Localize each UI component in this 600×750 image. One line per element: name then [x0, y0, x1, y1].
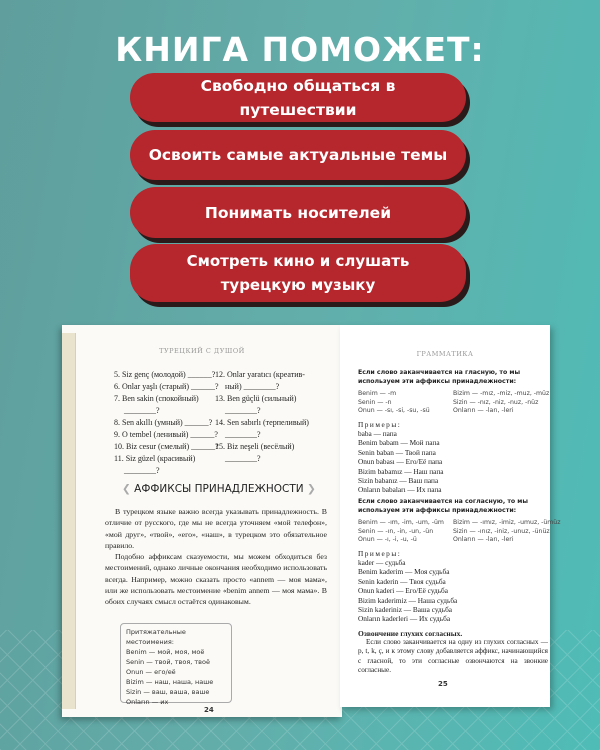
example: Benim babam — Мой папа [358, 438, 440, 448]
affix: Sizin — -ınız, -iniz, -unuz, -ünüz [453, 527, 550, 535]
exercise: ный) ________? [225, 382, 280, 391]
box-line: Benim — мой, моя, моё [126, 648, 205, 656]
box-line: Sizin — ваш, ваша, ваше [126, 688, 210, 696]
example: Benim kaderim — Моя судьба [358, 567, 450, 577]
example: baba — папа [358, 428, 397, 438]
affix: Onun — -sı, -si, -su, -sü [358, 407, 430, 414]
benefit-pill-4: Смотреть кино и слушать турецкую музыку [130, 244, 466, 302]
example: kader — судьба [358, 557, 406, 567]
affix: Senin — -ın, -in, -un, -ün [358, 527, 434, 535]
box-line: Senin — твой, твоя, твоё [126, 658, 210, 666]
example: Onun babası — Его/Её папа [358, 457, 443, 467]
exercise: 5. Siz genç (молодой) ______? [114, 370, 216, 379]
page-header: ГРАММАТИКА [416, 350, 474, 358]
paragraph-1: В турецком языке важно всегда указывать принадлежность. В отличие от русского, где мы не всегда уточняем «мой телефон», «мой друг», «твой», «его», «наш», в турецком это обязательное правило. [105, 507, 327, 550]
rule-text: Если слово заканчивается на гласную, то мы используем эти аффиксы принадлежности: [358, 369, 521, 385]
ornament-right-icon: ❯ [303, 483, 316, 495]
affix: Benim — -ım, -im, -um, -üm [358, 519, 444, 526]
exercise: ________? [124, 466, 160, 475]
example: Sizin babanız — Ваш папа [358, 475, 439, 485]
exercises-col1 [114, 369, 219, 477]
exercise: 8. Sen akıllı (умный) ______? [114, 418, 213, 427]
affix: Sizin — -nız, -niz, -nuz, -nüz [453, 398, 539, 406]
exercise: 15. Biz neşeli (весёлый) [215, 442, 295, 451]
page-number: 25 [438, 680, 448, 688]
exercise: 7. Ben sakin (спокойный) [114, 394, 199, 403]
affix: Benim — -m [358, 390, 397, 397]
examples-label: Примеры: [358, 419, 402, 429]
example: Onların kaderleri — Их судьба [358, 614, 451, 624]
example: Onun kaderi — Его/Её судьба [358, 586, 449, 596]
example: Senin kaderin — Твоя судьба [358, 576, 446, 586]
paragraph: Если слово заканчивается на одну из глухих согласных — p, t, k, ç, и к этому слову добавляется аффикс, начинающийся с гласной, то эти согласные озвончаются на звонкие согласные. [358, 637, 548, 674]
example: Onların babaları — Их папа [358, 485, 442, 495]
rule-text: Если слово заканчивается на согласную, то мы используем эти аффиксы принадлежности: [358, 498, 528, 514]
exercise: 11. Siz güzel (красивый) [114, 454, 196, 463]
affix: Senin — -n [358, 398, 392, 406]
exercises-col2 [215, 369, 309, 465]
example: Bizim babamız — Наш папа [358, 466, 444, 476]
exercise: 10. Biz cesur (смелый) ______? [114, 442, 219, 451]
box-line: Bizim — наш, наша, наше [126, 678, 214, 686]
section-title-text: АФФИКСЫ ПРИНАДЛЕЖНОСТИ [134, 483, 304, 495]
paragraph-2: Подобно аффиксам сказуемости, мы можем обходиться без местоимений, однако личные окончания необходимо использовать всегда. Например, можно сказать просто «annem — моя мама», или же использовать местоимение «benim annem — моя мама». В обоих случаях смысл остаётся одинаковым. [105, 552, 327, 607]
exercise: ________? [124, 406, 160, 415]
pronouns-box [120, 623, 232, 706]
rule-block-2 [358, 497, 561, 675]
exercise: 14. Sen sabırlı (терпеливый) [215, 418, 309, 427]
exercise: 12. Onlar yaratıcı (креатив- [215, 370, 305, 379]
section-title [122, 483, 316, 495]
ornament-left-icon: ❮ [122, 483, 135, 495]
affix: Bizim — -ımız, -imiz, -umuz, -ümüz [453, 519, 561, 526]
example: Sizin kaderiniz — Ваша судьба [358, 604, 453, 614]
exercise: ________? [225, 406, 261, 415]
exercise: 13. Ben güçlü (сильный) [215, 394, 297, 403]
open-book [62, 325, 561, 717]
benefit-pill-1: Свободно общаться в путешествии [130, 73, 466, 122]
page-number: 24 [204, 706, 214, 714]
page-header: ТУРЕЦКИЙ С ДУШОЙ [159, 347, 245, 355]
example: Senin baban — Твой папа [358, 447, 436, 457]
left-page [62, 325, 342, 717]
benefit-pill-2: Освоить самые актуальные темы [130, 130, 466, 180]
box-line: Onun — его/её [126, 668, 176, 676]
benefit-pill-3: Понимать носителей [130, 187, 466, 238]
book-spine [62, 333, 76, 709]
box-line: Притяжательные местоимения: [126, 628, 186, 646]
subtitle: Озвончение глухих согласных. [358, 628, 463, 638]
example: Bizim kaderimiz — Наша судьба [358, 595, 458, 605]
exercise: ________? [225, 454, 261, 463]
box-line: Onların — их [126, 698, 169, 706]
right-page [340, 325, 561, 707]
affix: Bizim — -mız, -miz, -muz, -müz [453, 390, 550, 397]
affix: Onun — -ı, -i, -u, -ü [358, 536, 417, 543]
rule-block-1 [358, 368, 548, 495]
exercise: ________? [225, 430, 261, 439]
affix: Onların — -ları, -leri [453, 536, 514, 543]
examples-label: Примеры: [358, 548, 402, 558]
exercise: 6. Onlar yaşlı (старый) ______? [114, 382, 219, 391]
headline: КНИГА ПОМОЖЕТ: [115, 30, 485, 69]
exercise: 9. O tembel (ленивый) ______? [114, 430, 218, 439]
affix: Onların — -ları, -leri [453, 407, 514, 414]
